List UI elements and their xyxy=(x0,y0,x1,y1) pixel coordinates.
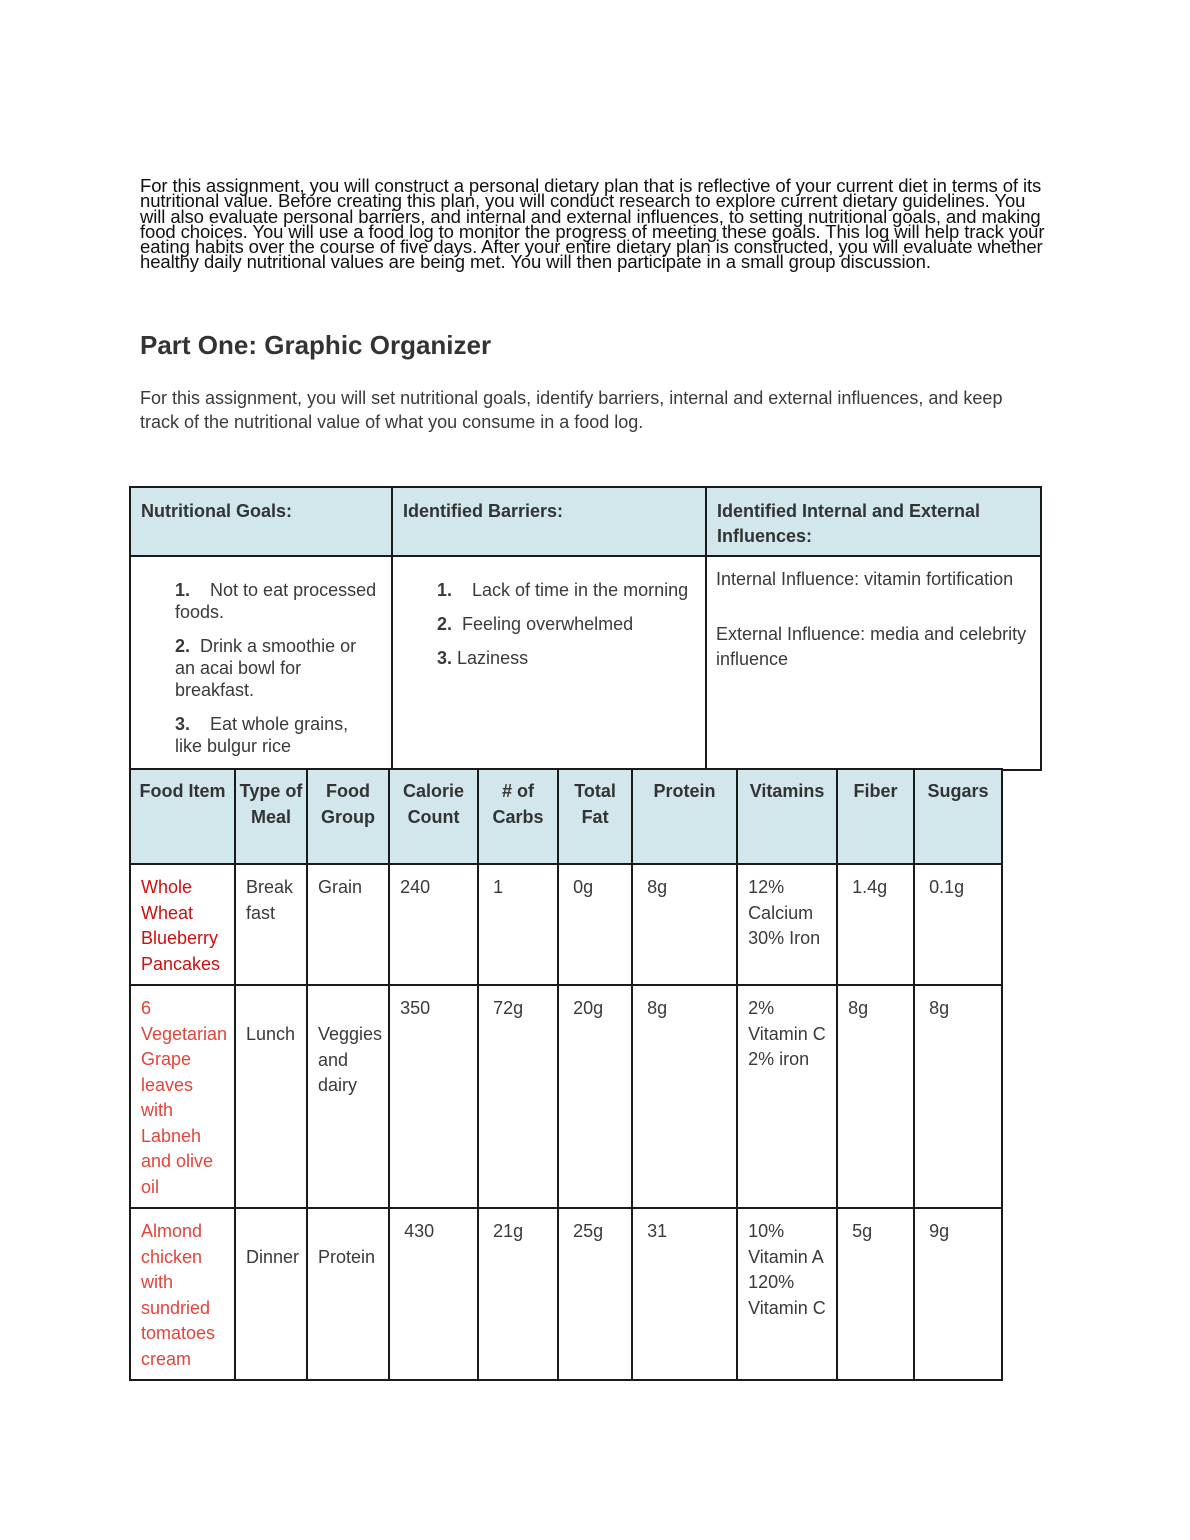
influences-header: Identified Internal and External Influences: xyxy=(706,487,1041,556)
column-header: Type of Meal xyxy=(235,769,307,864)
column-header: Calorie Count xyxy=(389,769,478,864)
column-header: Sugars xyxy=(914,769,1002,864)
influences-cell xyxy=(706,556,1041,770)
barrier-text: Lack of time in the morning xyxy=(472,580,689,600)
internal-influence: Internal Influence: vitamin fortification xyxy=(716,569,1014,589)
barriers-cell xyxy=(392,556,706,770)
carbs-cell: 72g xyxy=(478,985,558,1208)
column-header: Food Item xyxy=(130,769,235,864)
graphic-organizer-table xyxy=(129,486,1042,771)
carbs-cell: 21g xyxy=(478,1208,558,1380)
fiber-cell: 1.4g xyxy=(837,864,914,985)
fat-cell: 20g xyxy=(558,985,632,1208)
fat-cell: 25g xyxy=(558,1208,632,1380)
calorie-cell: 350 xyxy=(389,985,478,1208)
food-group-cell: Veggies and dairy xyxy=(307,985,389,1208)
food-item-cell: 6 Vegetarian Grape leaves with Labneh and olive oil xyxy=(130,985,235,1208)
sugars-cell: 8g xyxy=(914,985,1002,1208)
goal-text: Drink a smoothie or an acai bowl for breakfast. xyxy=(175,636,357,700)
table-row xyxy=(130,985,1002,1208)
protein-cell: 31 xyxy=(632,1208,737,1380)
barrier-number: 3. xyxy=(437,648,453,668)
goals-list xyxy=(175,579,377,757)
food-group-cell: Protein xyxy=(307,1208,389,1380)
calorie-cell: 240 xyxy=(389,864,478,985)
column-header: # of Carbs xyxy=(478,769,558,864)
barriers-list xyxy=(437,579,691,669)
fiber-cell: 5g xyxy=(837,1208,914,1380)
goal-number: 1. xyxy=(175,580,191,600)
meal-type-cell: Lunch xyxy=(235,985,307,1208)
protein-cell: 8g xyxy=(632,985,737,1208)
barrier-number: 2. xyxy=(437,614,453,634)
column-header: Food Group xyxy=(307,769,389,864)
goal-number: 2. xyxy=(175,636,191,656)
goal-number: 3. xyxy=(175,714,191,734)
goals-cell xyxy=(130,556,392,770)
column-header: Total Fat xyxy=(558,769,632,864)
column-header: Vitamins xyxy=(737,769,837,864)
page-heading: Part One: Graphic Organizer xyxy=(140,330,492,360)
food-log-header-row xyxy=(130,769,1002,864)
barrier-text: Feeling overwhelmed xyxy=(462,614,634,634)
meal-type-cell: Break fast xyxy=(235,864,307,985)
barrier-text: Laziness xyxy=(457,648,529,668)
food-item-cell: Whole Wheat Blueberry Pancakes xyxy=(130,864,235,985)
sugars-cell: 0.1g xyxy=(914,864,1002,985)
intro-paragraph: For this assignment, you will construct a personal dietary plan that is reflective of your current diet in terms of its nutritional value. Before creating this plan, you will conduct research to explore current dietary guidelines. You will also evaluate personal barriers, and internal and external influences, to setting nutritional goals, and making food choices. You will use a food log to monitor the progress of meeting these goals. This log will help track your eating habits over the course of five days. After your entire dietary plan is constructed, you will evaluate whether healthy daily nutritional values are being met. You will then participate in a small group discussion. xyxy=(140,175,1045,273)
instructions-paragraph: For this assignment, you will set nutritional goals, identify barriers, internal and external influences, and keep track of the nutritional value of what you consume in a food log. xyxy=(140,388,1003,432)
vitamins-cell: 2% Vitamin C 2% iron xyxy=(737,985,837,1208)
barrier-item xyxy=(437,613,691,635)
column-header: Protein xyxy=(632,769,737,864)
table-row xyxy=(130,1208,1002,1380)
vitamins-cell: 10% Vitamin A 120% Vitamin C xyxy=(737,1208,837,1380)
fiber-cell: 8g xyxy=(837,985,914,1208)
goal-item xyxy=(175,635,377,701)
fat-cell: 0g xyxy=(558,864,632,985)
sugars-cell: 9g xyxy=(914,1208,1002,1380)
protein-cell: 8g xyxy=(632,864,737,985)
goal-item xyxy=(175,579,377,623)
food-group-cell: Grain xyxy=(307,864,389,985)
column-header: Fiber xyxy=(837,769,914,864)
external-influence: External Influence: media and celebrity influence xyxy=(716,624,1027,669)
food-item-cell: Almond chicken with sundried tomatoes cream xyxy=(130,1208,235,1380)
goal-text: Not to eat processed foods. xyxy=(175,580,377,622)
vitamins-cell: 12% Calcium 30% Iron xyxy=(737,864,837,985)
barrier-item xyxy=(437,647,691,669)
calorie-cell: 430 xyxy=(389,1208,478,1380)
meal-type-cell: Dinner xyxy=(235,1208,307,1380)
table-row xyxy=(130,864,1002,985)
barrier-item xyxy=(437,579,691,601)
goal-text: Eat whole grains, like bulgur rice xyxy=(175,714,349,756)
food-log-table xyxy=(129,768,1003,1381)
barrier-number: 1. xyxy=(437,580,453,600)
goal-item xyxy=(175,713,377,757)
goals-header: Nutritional Goals: xyxy=(130,487,392,556)
carbs-cell: 1 xyxy=(478,864,558,985)
barriers-header: Identified Barriers: xyxy=(392,487,706,556)
